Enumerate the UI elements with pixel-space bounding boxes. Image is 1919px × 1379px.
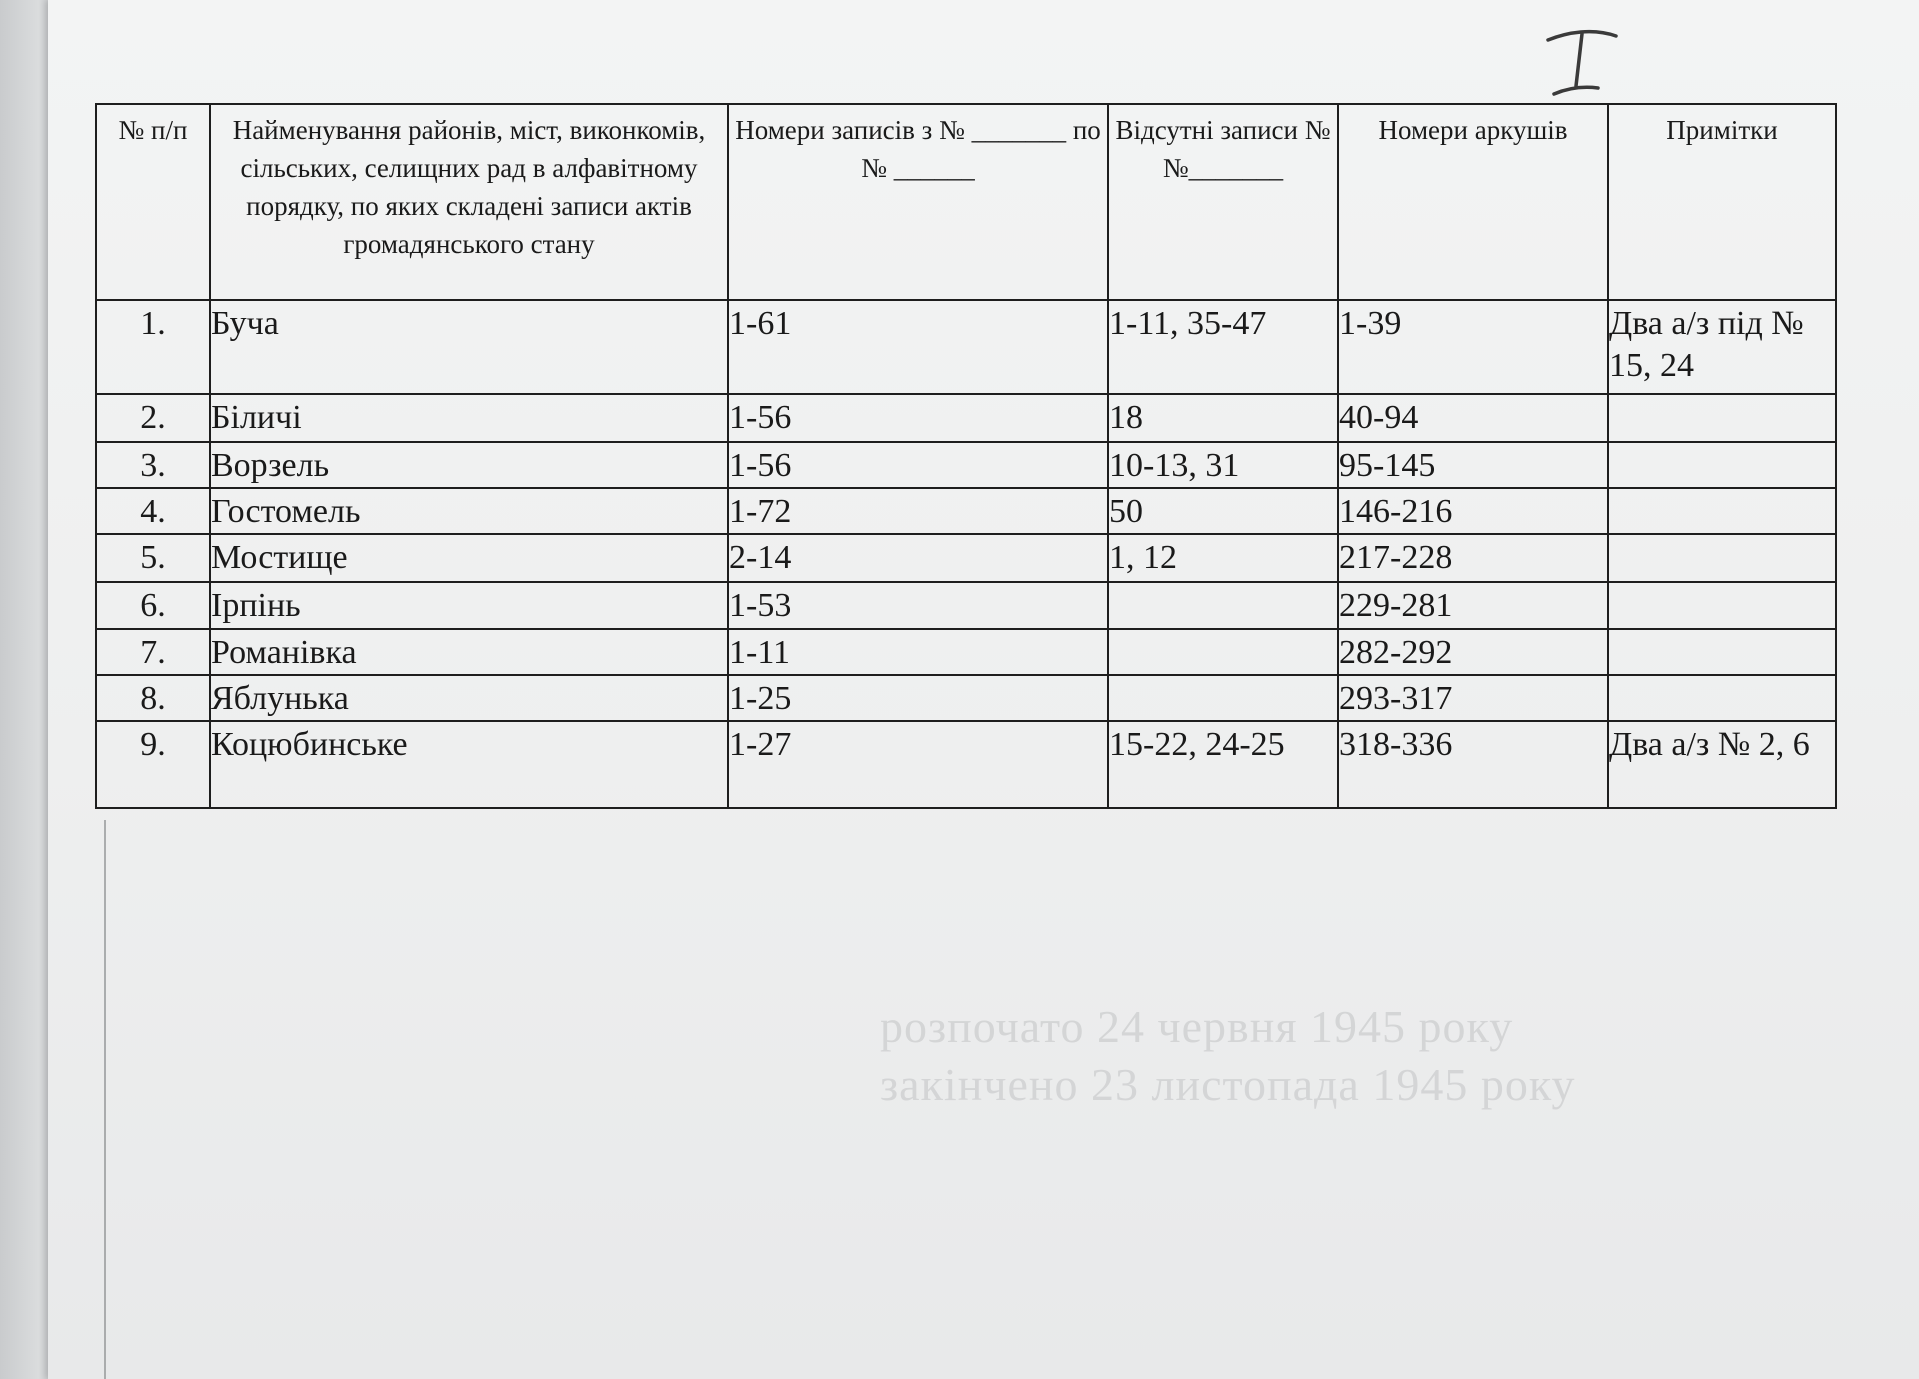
table-row xyxy=(96,721,1836,808)
notes: Два а/з № 2, 6 xyxy=(1608,721,1836,808)
civil-registry-table xyxy=(95,103,1837,809)
record-range: 1-72 xyxy=(728,488,1108,534)
header-number: № п/п xyxy=(96,104,210,300)
record-range: 2-14 xyxy=(728,534,1108,582)
notes xyxy=(1608,675,1836,721)
row-number: 4. xyxy=(96,488,210,534)
row-number: 1. xyxy=(96,300,210,394)
sheet-numbers: 282-292 xyxy=(1338,629,1608,675)
table-row xyxy=(96,394,1836,442)
sheet-numbers: 1-39 xyxy=(1338,300,1608,394)
row-number: 2. xyxy=(96,394,210,442)
row-number: 9. xyxy=(96,721,210,808)
scanner-edge xyxy=(0,0,48,1379)
bleed-through-text-2: закінчено 23 листопада 1945 року xyxy=(880,1059,1576,1110)
missing-records xyxy=(1108,629,1338,675)
missing-records: 18 xyxy=(1108,394,1338,442)
notes xyxy=(1608,394,1836,442)
row-number: 5. xyxy=(96,534,210,582)
record-range: 1-56 xyxy=(728,394,1108,442)
row-number: 8. xyxy=(96,675,210,721)
notes xyxy=(1608,442,1836,488)
table-row xyxy=(96,629,1836,675)
missing-records xyxy=(1108,675,1338,721)
header-notes: Примітки xyxy=(1608,104,1836,300)
record-range: 1-56 xyxy=(728,442,1108,488)
sheet-numbers: 293-317 xyxy=(1338,675,1608,721)
record-range: 1-53 xyxy=(728,582,1108,629)
table-header-row xyxy=(96,104,1836,300)
record-range: 1-27 xyxy=(728,721,1108,808)
notes xyxy=(1608,534,1836,582)
sheet-numbers: 146-216 xyxy=(1338,488,1608,534)
handwritten-sheet-number xyxy=(1538,22,1620,102)
notes xyxy=(1608,629,1836,675)
header-sheet-numbers: Номери аркушів xyxy=(1338,104,1608,300)
locality-name: Біличі xyxy=(210,394,728,442)
locality-name: Гостомель xyxy=(210,488,728,534)
header-locality: Найменування районів, міст, виконкомів, сільських, селищних рад в алфавітному порядку, по яких складені записи актів громадянського стану xyxy=(210,104,728,300)
table-row xyxy=(96,488,1836,534)
header-record-range: Номери записів з № _______ по № ______ xyxy=(728,104,1108,300)
sheet-numbers: 95-145 xyxy=(1338,442,1608,488)
table-row xyxy=(96,534,1836,582)
locality-name: Ворзель xyxy=(210,442,728,488)
record-range: 1-25 xyxy=(728,675,1108,721)
missing-records: 50 xyxy=(1108,488,1338,534)
sheet-numbers: 40-94 xyxy=(1338,394,1608,442)
header-missing-records: Відсутні записи №№_______ xyxy=(1108,104,1338,300)
notes: Два а/з під № 15, 24 xyxy=(1608,300,1836,394)
row-number: 6. xyxy=(96,582,210,629)
sheet-numbers: 217-228 xyxy=(1338,534,1608,582)
locality-name: Мостище xyxy=(210,534,728,582)
missing-records xyxy=(1108,582,1338,629)
notes xyxy=(1608,488,1836,534)
table-row xyxy=(96,442,1836,488)
locality-name: Коцюбинське xyxy=(210,721,728,808)
missing-records: 1, 12 xyxy=(1108,534,1338,582)
table-row xyxy=(96,675,1836,721)
missing-records: 15-22, 24-25 xyxy=(1108,721,1338,808)
locality-name: Буча xyxy=(210,300,728,394)
missing-records: 1-11, 35-47 xyxy=(1108,300,1338,394)
bleed-through-text-1: розпочато 24 червня 1945 року xyxy=(880,1001,1514,1052)
record-range: 1-11 xyxy=(728,629,1108,675)
table-row xyxy=(96,300,1836,394)
missing-records: 10-13, 31 xyxy=(1108,442,1338,488)
locality-name: Яблунька xyxy=(210,675,728,721)
row-number: 3. xyxy=(96,442,210,488)
sheet-numbers: 318-336 xyxy=(1338,721,1608,808)
locality-name: Романівка xyxy=(210,629,728,675)
record-range: 1-61 xyxy=(728,300,1108,394)
table-row xyxy=(96,582,1836,629)
paper-fold-line xyxy=(104,820,106,1379)
notes xyxy=(1608,582,1836,629)
locality-name: Ірпінь xyxy=(210,582,728,629)
row-number: 7. xyxy=(96,629,210,675)
sheet-numbers: 229-281 xyxy=(1338,582,1608,629)
